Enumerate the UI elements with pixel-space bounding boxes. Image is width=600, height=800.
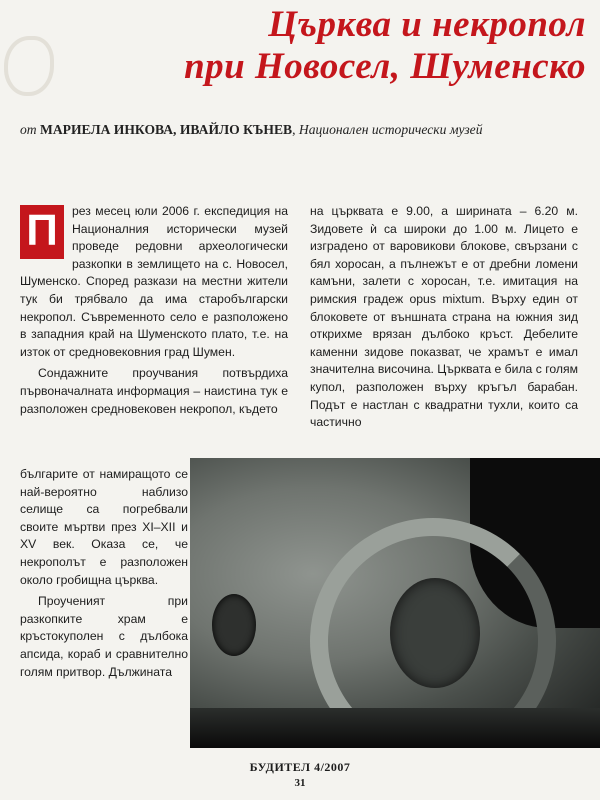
title-line-1: Църква и некропол (268, 4, 586, 45)
stone-relief-photo (190, 458, 600, 748)
paragraph-2-start: Сондажните проучвания потвърдиха първоначалната информация – наистина тук е разположен средновековен некропол, където (20, 366, 288, 416)
paragraph-right: на църквата е 9.00, а ширината – 6.20 м. Зидовете ѝ са широки до 1.00 м. Лицето е изградено от варовикови блокове, свързани с бял хоросан, а пълнежът е от дребни ломени камъни, залети с хоросан, т.е. имитация на римския градеж opus mixtum. Върху един от блоковете от външната страна на южния зид открихме врязан дълбоко кръст. Дебелите каменни зидове показват, че храмът е имал значителна височина. Църквата е била с голям купол, разположен върху кръгъл барабан. Подът е настлан с квадратни тухли, които са частично (310, 204, 578, 430)
page-number: 31 (294, 777, 306, 789)
right-column (310, 203, 578, 436)
magazine-name: БУДИТЕЛ 4/2007 (249, 760, 351, 774)
byline-authors: МАРИЕЛА ИНКОВА, ИВАЙЛО КЪНЕВ (40, 122, 293, 137)
paragraph-1 (20, 203, 288, 361)
byline-institution: Национален исторически музей (298, 122, 483, 137)
byline: от МАРИЕЛА ИНКОВА, ИВАЙЛО КЪНЕВ, Национален исторически музей (20, 122, 483, 137)
article-title (26, 4, 586, 88)
left-column (20, 203, 288, 422)
byline-prefix: от (20, 122, 37, 137)
dropcap: П (20, 205, 64, 259)
paragraph-3: Проученият при разкопките храм е кръстокуполен с дълбока апсида, кораб и сравнително голям притвор. Дължината (20, 594, 188, 679)
title-line-2: при Новосел, Шуменско (184, 46, 586, 87)
paragraph-1-text: рез месец юли 2006 г. експедиция на Националния исторически музей проведе редовни археологически разкопки в землището на с. Новосел, Шуменско. Според разкази на местни жители тук би трябвало да има старобългарски некропол. Съвременното село е разположено в западния край на Шуменското плато, т.е. на изток от средновековния град Шумен. (20, 204, 288, 359)
wrap-column (20, 466, 188, 685)
paragraph-2-cont: българите от намиращото се най-вероятно наблизо селище са погребвали своите мъртви през XI–XII и XV век. Оказа се, че некрополът е разположен около гробищна църква. (20, 467, 188, 587)
